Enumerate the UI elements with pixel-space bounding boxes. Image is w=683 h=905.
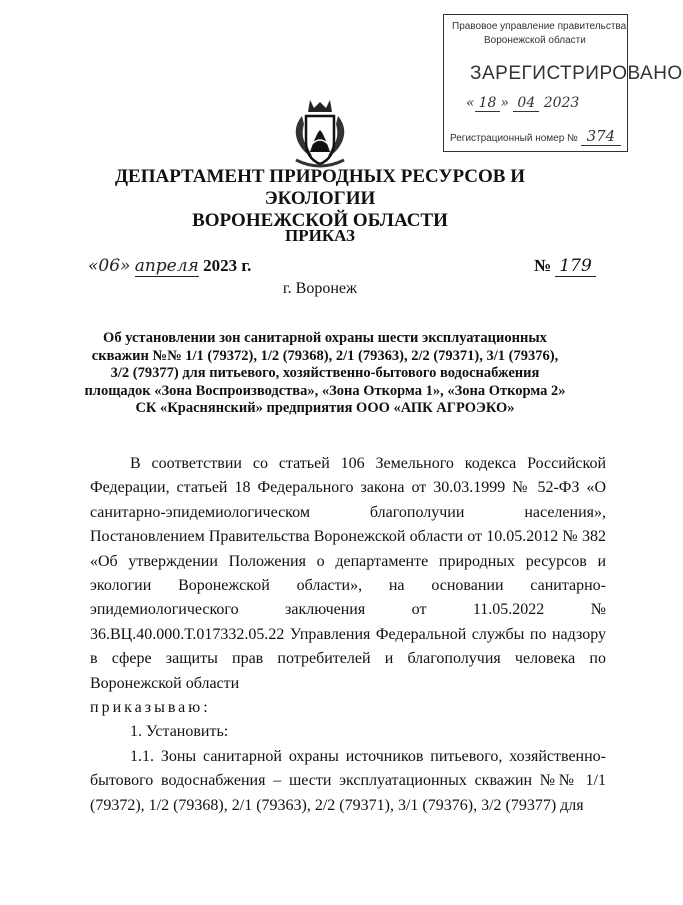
subject-line-3: 3/2 (79377) для питьевого, хозяйственно-бытового водоснабжения [110, 365, 540, 381]
subject-line-1: Об установлении зон санитарной охраны шести эксплуатационных [103, 330, 547, 346]
order-number-prefix: № [534, 256, 552, 275]
coat-of-arms-icon [288, 94, 352, 172]
order-subject [80, 330, 570, 418]
stamp-number [450, 127, 621, 145]
order-date-close: » [120, 256, 131, 276]
order-date [88, 256, 251, 276]
department-heading [60, 166, 580, 232]
order-date-year: 2023 г. [203, 256, 252, 275]
stamp-date-year: 2023 [543, 95, 580, 111]
order-body [90, 452, 606, 818]
city: г. Воронеж [282, 280, 358, 297]
order-number [534, 256, 596, 276]
order-date-open: « [88, 256, 99, 276]
order-date-day: 06 [98, 256, 121, 276]
body-item-1-1: 1.1. Зоны санитарной охраны источников питьевого, хозяйственно-бытового водоснабжения – шести эксплуатационных скважин №№ 1/1 (79372), 1/2 (79368), 2/1 (79363), 2/2 (79371), 3/1 (79376), 3/2 (79377) для [90, 747, 606, 814]
stamp-registered: ЗАРЕГИСТРИРОВАНО [470, 63, 683, 84]
stamp-line-1: Правовое управление правительства [452, 21, 627, 32]
subject-line-5: СК «Краснянский» предприятия ООО «АПК АГРОЭКО» [135, 400, 515, 416]
subject-line-2: скважин №№ 1/1 (79372), 1/2 (79368), 2/1 (79363), 2/2 (79371), 3/1 (79376), [91, 347, 559, 364]
stamp-number-label: Регистрационный номер № [450, 133, 578, 144]
stamp-number-value: 374 [581, 127, 622, 146]
stamp-date: « 18 » 04 2023 [466, 95, 580, 111]
body-prikazyvayu: приказываю: [90, 699, 211, 717]
order-title: ПРИКАЗ [285, 226, 355, 245]
stamp-date-month: 04 [513, 95, 539, 112]
registration-stamp [443, 14, 683, 152]
order-number-value: 179 [555, 256, 595, 277]
stamp-date-day: 18 [475, 95, 501, 112]
department-line-2: ВОРОНЕЖСКОЙ ОБЛАСТИ [192, 210, 448, 231]
order-date-month: апреля [134, 256, 199, 276]
body-paragraph-1: В соответствии со статьей 106 Земельного кодекса Российской Федерации, статьей 18 Федерального закона от 30.03.1999 № 52-ФЗ «О санитарно-эпидемиологическом благополучии населения», Постановлением Правительства Воронежской области от 10.05.2012 № 382 «Об утверждении Положения о департаменте природных ресурсов и экологии Воронежской области», на основании санитарно-эпидемиологического заключения от 11.05.2022 № 36.ВЦ.40.000.Т.017332.05.22 Управления Федеральной службы по надзору в сфере защиты прав потребителей и благополучия человека по Воронежской области [90, 455, 606, 692]
body-item-1: 1. Установить: [130, 723, 229, 741]
subject-line-4: площадок «Зона Воспроизводства», «Зона Откорма 1», «Зона Откорма 2» [84, 382, 566, 399]
department-line-1: ДЕПАРТАМЕНТ ПРИРОДНЫХ РЕСУРСОВ И ЭКОЛОГИИ [114, 166, 526, 209]
stamp-line-2: Воронежской области [484, 35, 586, 46]
